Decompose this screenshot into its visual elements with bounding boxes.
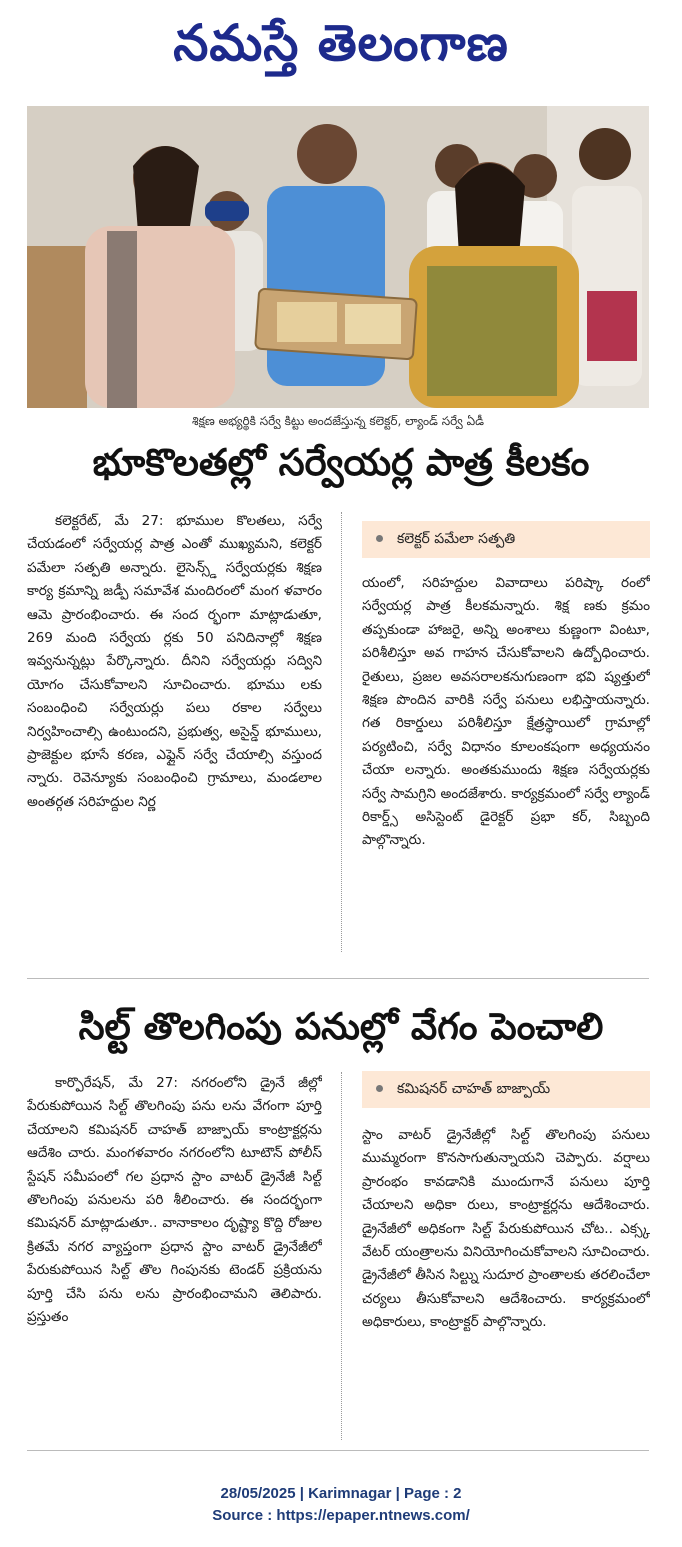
article-1-column-2 (362, 572, 650, 956)
masthead-logo: నమస్తే తెలంగాణ (173, 13, 509, 72)
photo-illustration (27, 106, 649, 408)
photo-caption: శిక్షణ అభ్యర్థికి సర్వే కిట్టు అందజేస్తున్న కలెక్టర్, ల్యాండ్ సర్వే ఏడీ (191, 414, 485, 428)
footer-source: Source : https://epaper.ntnews.com/ (212, 1507, 470, 1524)
bottom-divider (27, 1450, 649, 1451)
article-2-col1-text: కార్పొరేషన్, మే 27: నగరంలోని డ్రైనే జీల్లో పేరుకుపోయిన సిల్ట్ తొలగింపు పను లను వేగంగా పూర్తి చేయాలని కమిషనర్ చాహత్ బాజ్పాయ్ కాంట్రాక్టర్లను ఆదేశిం చారు. మంగళవారం నగరంలోని టూటౌన్ పోలీస్ స్టేషన్ సమీపంలో గల ప్రధాన స్టాం వాటర్ డ్రైనేజీ సిల్ట్ తొలగింపు పనులను పరి శీలించారు. ఈ సందర్భంగా కమిషనర్ మాట్లాడుతూ.. వానాకాలం దృష్ట్యా కొద్ది రోజుల క్రితమే నగర వ్యాప్తంగా ప్రధాన స్టాం వాటర్ డ్రైనేజీలో పేరుకుపోయిన సిల్ట్ తొల గింపునకు టెండర్ ప్రక్రియను పూర్తి చేసి పను లను ప్రారంభించామని తెలిపారు. ప్రస్తుతం (27, 1075, 322, 1326)
bullet-icon (376, 1085, 383, 1092)
article-1-headline: భూకొలతల్లో సర్వేయర్ల పాత్ర కీలకం (92, 441, 590, 484)
footer-date-edition: 28/05/2025 | Karimnagar | Page : 2 (220, 1485, 462, 1502)
article-2-col2-text: స్టాం వాటర్ డ్రైనేజీల్లో సిల్ట్ తొలగింపు పనులు ముమ్మరంగా కొనసాగుతున్నాయని చెప్పారు. వర్షాలు ప్రారంభం కావడానికి ముందుగానే పనులు పూర్తి చేయాలని అధికా రులు, కాంట్రాక్టర్లను ఆదేశించారు. డ్రైనేజీలో అధికంగా సిల్ట్ పేరుకుపోయిన చోట.. ఎక్స్క వేటర్ యంత్రాలను వినియోగించుకోవాలని సూచించారు. డ్రైనేజీలో తీసిన సిల్ట్ను సుదూర ప్రాంతాలకు తరలించేలా చర్యలు తీసుకోవాలని ఆదేశించారు. కార్యక్రమంలో అధికారులు, కాంట్రాక్టర్ పాల్గొన్నారు. (362, 1127, 650, 1331)
news-photo (27, 106, 649, 408)
article-2-headline: సిల్ట్ తొలగింపు పనుల్లో వేగం పెంచాలి (78, 1005, 604, 1048)
article-1-byline: కలెక్టర్ పమేలా సత్పతి (397, 531, 516, 547)
article-2-column-2 (362, 1124, 650, 1442)
column-divider-2 (341, 1072, 342, 1440)
article-1-column-1 (27, 510, 322, 956)
article-1-byline-box (362, 521, 650, 558)
section-divider (27, 978, 649, 979)
article-2-byline-box (362, 1071, 650, 1108)
article-1-col2-text: యంలో, సరిహద్దుల వివాదాలు పరిష్కా రంలో సర్వేయర్ల పాత్ర కీలకమన్నారు. శిక్ష ణకు క్రమం తప్పకుండా హాజరై, అన్ని అంశాలు కుణ్ణంగా వింటూ, పరిశీలిస్తూ అవ గాహన చేసుకోవాలని ఉద్బోధించారు. రైతులు, ప్రజల అవసరాలకనుగుణంగా భవి ష్యత్తులో శిక్షణ పొందిన వారికి సర్వే పనులు లభిస్తాయన్నారు. గత రికార్డులు పరిశీలిస్తూ క్షేత్రస్థాయిలో గ్రామాల్లో పర్యటించి, సర్వే విధానం కూలంకషంగా అధ్యయనం చేయా లన్నారు. అంతకుముందు శిక్షణ సర్వేయర్లకు సర్వే సామగ్రిని అందజేశారు. కార్యక్రమంలో సర్వే ల్యాండ్ రికార్డ్స్ అసిస్టెంట్ డైరెక్టర్ ప్రభా కర్, సిబ్బంది పాల్గొన్నారు. (362, 575, 650, 849)
article-1-col1-text: కలెక్టరేట్, మే 27: భూముల కొలతలు, సర్వే చేయడంలో సర్వేయర్ల పాత్ర ఎంతో ముఖ్యమని, కలెక్టర్ పమేలా సత్పతి అన్నారు. లైసెన్స్డ్ సర్వేయర్లకు శిక్షణ కార్య క్రమాన్ని జడ్పీ సమావేశ మందిరంలో మంగ ళవారం ఆమె ప్రారంభించారు. ఈ సంద ర్భంగా మాట్లాడుతూ, 269 మంది సర్వేయ ర్లకు 50 పనిదినాల్లో శిక్షణ ఇవ్వనున్నట్లు పేర్కొన్నారు. దీనిని సర్వేయర్లు సద్విని యోగం చేసుకోవాలని సూచించారు. భూము లకు సంబంధించి సర్వేయర్లు పలు రకాల సర్వేలు నిర్వహించాల్సి ఉంటుందని, ప్రభుత్వ, అసైన్డ్ భూములు, ప్రాజెక్టుల భూసే కరణ, ఎఫ్లైన్ సర్వే చేయాల్సి వస్తుంద న్నారు. రెవెన్యూకు సంబంధించి గ్రామాలు, మండలాల అంతర్గత సరిహద్దుల నిర్ణ (27, 513, 322, 810)
article-2-byline: కమిషనర్ చాహత్ బాజ్పాయ్ (397, 1081, 551, 1097)
column-divider (341, 512, 342, 952)
bullet-icon (376, 535, 383, 542)
article-2-column-1 (27, 1072, 322, 1442)
